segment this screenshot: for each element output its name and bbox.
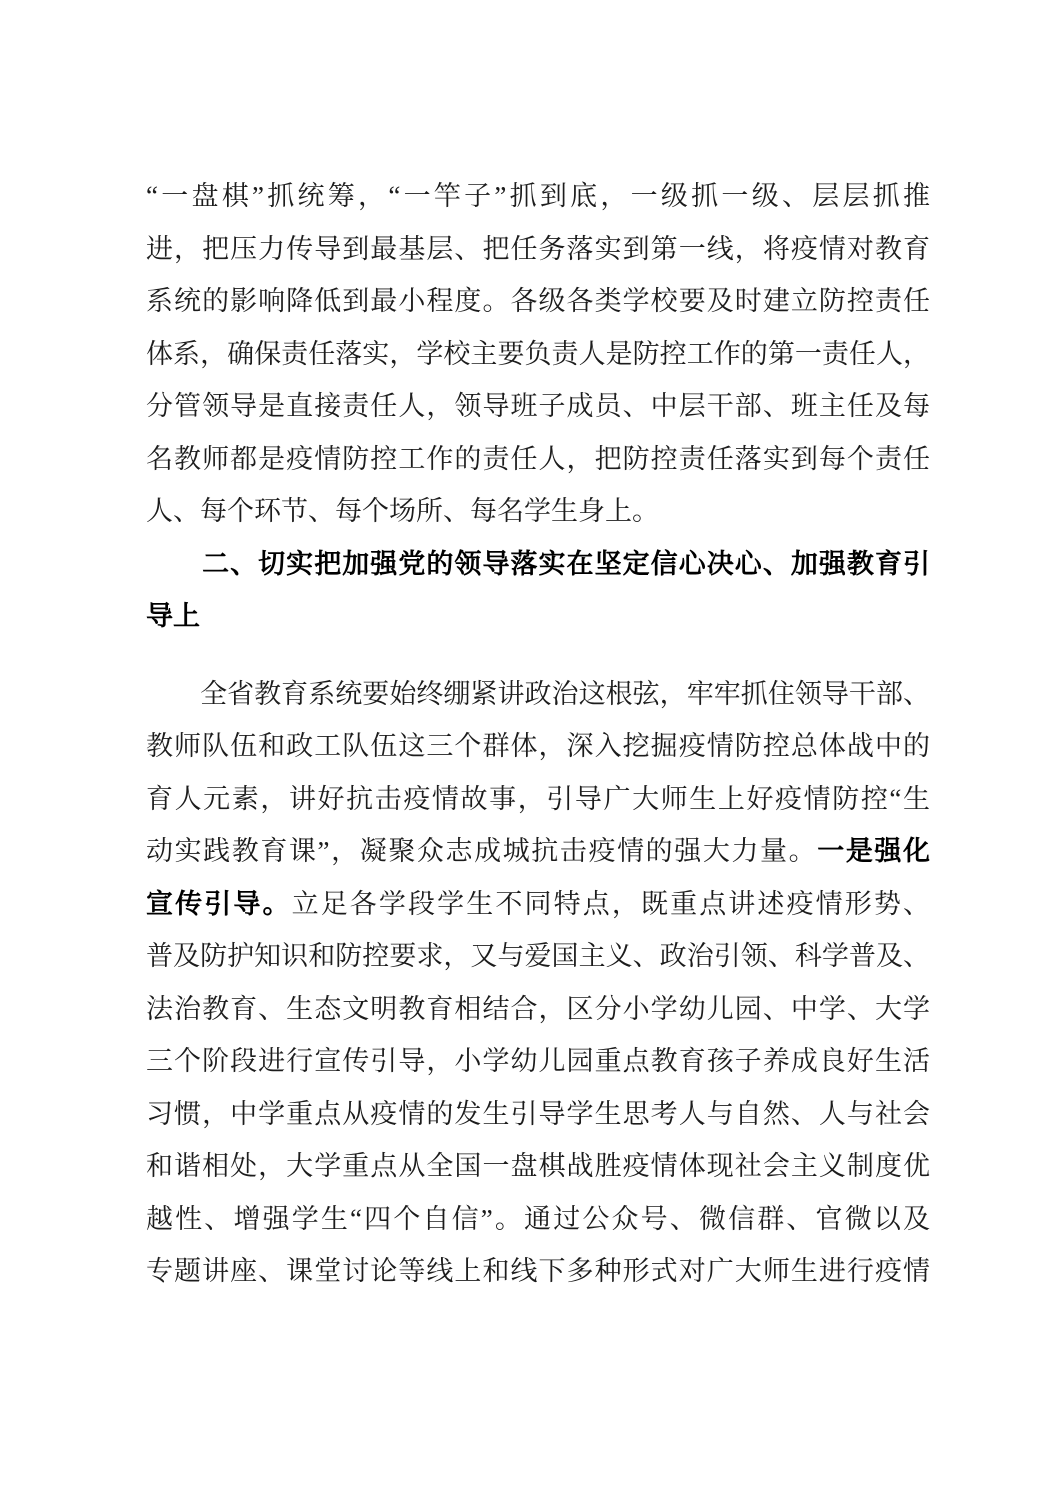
text-line <box>146 590 930 643</box>
text-line <box>146 825 930 878</box>
text-segment: 进，把压力传导到最基层、把任务落实到第一线，将疫情对教育 <box>146 233 930 264</box>
text-segment: 育人元素，讲好抗击疫情故事，引导广大师生上好疫情防控“生 <box>146 783 930 814</box>
text-segment: 全省教育系统要始终绷紧讲政治这根弦，牢牢抓住领导干部、 <box>146 678 930 709</box>
text-segment: 系统的影响降低到最小程度。各级各类学校要及时建立防控责任 <box>146 286 930 316</box>
text-line <box>146 433 930 486</box>
text-segment: 人、每个环节、每个场所、每名学生身上。 <box>146 496 659 526</box>
text-segment: 立足各学段学生不同特点，既重点讲述疫情形势、 <box>291 888 930 919</box>
text-line <box>146 773 930 826</box>
text-segment: 体系，确保责任落实，学校主要负责人是防控工作的第一责任人， <box>146 338 930 369</box>
text-segment: 越性、增强学生“四个自信”。通过公众号、微信群、官微以及 <box>146 1203 930 1234</box>
bold-text-segment: 宣传引导。 <box>146 888 292 919</box>
bold-text-segment: 一是强化 <box>817 836 930 866</box>
text-line <box>146 380 930 433</box>
text-segment: 法治教育、生态文明教育相结合，区分小学幼儿园、中学、大学 <box>146 993 930 1024</box>
text-line <box>146 328 930 381</box>
text-line <box>146 668 930 721</box>
text-line <box>146 275 930 328</box>
text-segment: 动实践教育课”，凝聚众志成城抗击疫情的强大力量。 <box>146 836 818 866</box>
text-segment: 三个阶段进行宣传引导，小学幼儿园重点教育孩子养成良好生活 <box>146 1046 930 1076</box>
text-segment: “一盘棋”抓统筹，“一竿子”抓到底，一级抓一级、层层抓推 <box>146 181 930 211</box>
text-line <box>146 1245 930 1298</box>
text-line <box>146 1088 930 1141</box>
section-heading <box>146 538 930 643</box>
text-line <box>146 930 930 983</box>
text-line <box>146 720 930 773</box>
text-segment: 专题讲座、课堂讨论等线上和线下多种形式对广大师生进行疫情 <box>146 1256 930 1286</box>
document-body <box>146 170 930 1298</box>
text-line <box>146 1140 930 1193</box>
text-segment: 教师队伍和政工队伍这三个群体，深入挖掘疫情防控总体战中的 <box>146 731 930 761</box>
text-segment: 分管领导是直接责任人，领导班子成员、中层干部、班主任及每 <box>146 391 930 421</box>
text-line <box>146 1193 930 1246</box>
text-line <box>146 538 930 591</box>
text-line <box>146 223 930 276</box>
text-line <box>146 1035 930 1088</box>
text-segment: 习惯，中学重点从疫情的发生引导学生思考人与自然、人与社会 <box>146 1098 930 1129</box>
text-segment: 和谐相处，大学重点从全国一盘棋战胜疫情体现社会主义制度优 <box>146 1151 930 1181</box>
text-line <box>146 878 930 931</box>
text-line <box>146 485 930 538</box>
paragraph-continuation <box>146 170 930 538</box>
paragraph-main <box>146 668 930 1298</box>
text-segment: 普及防护知识和防控要求，又与爱国主义、政治引领、科学普及、 <box>146 941 930 971</box>
bold-text-segment: 二、切实把加强党的领导落实在坚定信心决心、加强教育引 <box>146 548 930 579</box>
bold-text-segment: 导上 <box>146 601 200 631</box>
text-line <box>146 983 930 1036</box>
text-segment: 名教师都是疫情防控工作的责任人，把防控责任落实到每个责任 <box>146 443 930 474</box>
text-line <box>146 170 930 223</box>
